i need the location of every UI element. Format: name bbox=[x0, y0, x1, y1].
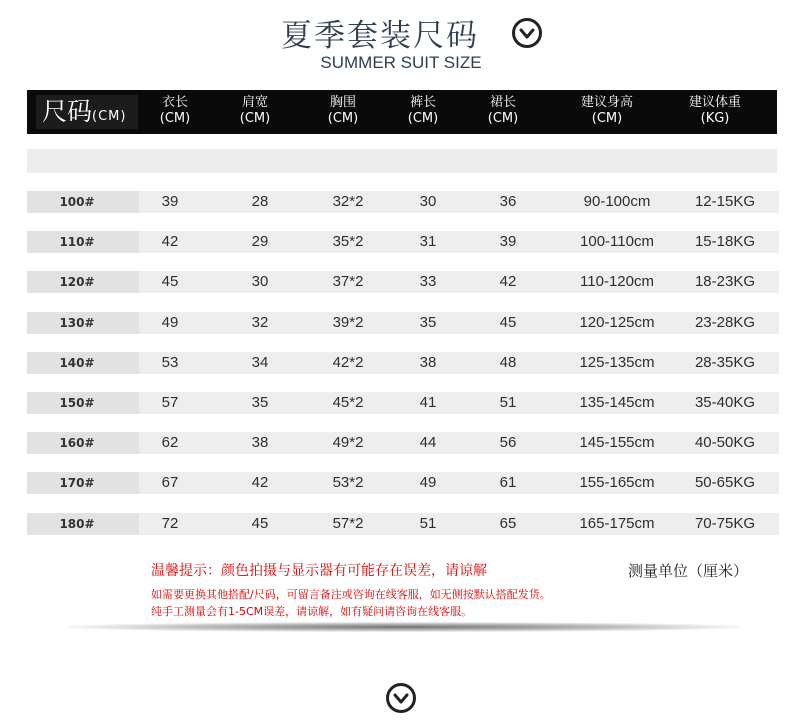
table-cell: 57*2 bbox=[332, 515, 364, 532]
header-unit: (KG) bbox=[700, 111, 730, 126]
table-cell: 35*2 bbox=[332, 233, 364, 250]
table-cell: 120-125cm bbox=[579, 314, 655, 331]
table-row bbox=[27, 271, 779, 293]
table-cell: 42 bbox=[161, 233, 179, 250]
table-cell: 49 bbox=[419, 474, 437, 491]
table-row bbox=[27, 312, 779, 334]
table-cell: 65 bbox=[499, 515, 517, 532]
table-cell: 35-40KG bbox=[694, 394, 756, 411]
table-row bbox=[27, 472, 779, 494]
table-cell: 32 bbox=[251, 314, 269, 331]
table-cell: 72 bbox=[161, 515, 179, 532]
table-cell: 18-23KG bbox=[694, 273, 756, 290]
table-cell: 53 bbox=[161, 354, 179, 371]
table-cell: 45 bbox=[499, 314, 517, 331]
table-row bbox=[27, 352, 779, 374]
table-cell: 35 bbox=[419, 314, 437, 331]
table-row bbox=[27, 432, 779, 454]
table-cell: 34 bbox=[251, 354, 269, 371]
header-skirt-length bbox=[458, 95, 548, 127]
table-spacer-row bbox=[27, 149, 777, 173]
table-cell: 38 bbox=[419, 354, 437, 371]
header-label: 肩宽 bbox=[241, 95, 268, 110]
table-cell: 33 bbox=[419, 273, 437, 290]
size-cell: 180# bbox=[59, 517, 95, 531]
table-cell: 28-35KG bbox=[694, 354, 756, 371]
table-row bbox=[27, 513, 779, 535]
table-cell: 42 bbox=[251, 474, 269, 491]
size-cell: 100# bbox=[59, 195, 95, 209]
header-unit: (CM) bbox=[591, 111, 623, 126]
matching-notice: 如需要更换其他搭配/尺码，可留言备注或咨询在线客服，如无侧按默认搭配发货。 bbox=[151, 588, 551, 601]
divider-shadow bbox=[68, 622, 740, 632]
table-cell: 31 bbox=[419, 233, 437, 250]
header-unit: (CM) bbox=[327, 111, 359, 126]
table-cell: 23-28KG bbox=[694, 314, 756, 331]
size-column-unit: (CM) bbox=[92, 109, 127, 124]
size-cell: 170# bbox=[59, 476, 95, 490]
header-suggested-weight bbox=[670, 95, 760, 127]
header-unit: (CM) bbox=[239, 111, 271, 126]
header-unit: (CM) bbox=[487, 111, 519, 126]
header-label: 裤长 bbox=[409, 95, 436, 110]
table-cell: 48 bbox=[499, 354, 517, 371]
table-cell: 41 bbox=[419, 394, 437, 411]
table-cell: 37*2 bbox=[332, 273, 364, 290]
chevron-down-circle-icon bbox=[512, 18, 542, 48]
size-column-header bbox=[36, 95, 138, 129]
header-chest bbox=[298, 95, 388, 127]
header-unit: (CM) bbox=[159, 111, 191, 126]
table-cell: 15-18KG bbox=[694, 233, 756, 250]
size-cell: 140# bbox=[59, 356, 95, 370]
table-cell: 32*2 bbox=[332, 193, 364, 210]
header-label: 衣长 bbox=[161, 95, 188, 110]
table-cell: 57 bbox=[161, 394, 179, 411]
table-cell: 49 bbox=[161, 314, 179, 331]
table-cell: 67 bbox=[161, 474, 179, 491]
size-cell: 120# bbox=[59, 275, 95, 289]
table-cell: 44 bbox=[419, 434, 437, 451]
table-cell: 39 bbox=[161, 193, 179, 210]
table-row bbox=[27, 392, 779, 414]
table-cell: 90-100cm bbox=[583, 193, 651, 210]
table-cell: 100-110cm bbox=[580, 233, 654, 250]
color-notice: 温馨提示：颜色拍摄与显示器有可能存在误差，请谅解 bbox=[151, 563, 487, 579]
table-cell: 110-120cm bbox=[580, 273, 654, 290]
table-cell: 39*2 bbox=[332, 314, 364, 331]
table-cell: 125-135cm bbox=[579, 354, 655, 371]
table-cell: 42*2 bbox=[332, 354, 364, 371]
error-notice: 纯手工测量会有1-5CM误差，请谅解，如有疑问请咨询在线客服。 bbox=[151, 605, 473, 618]
table-cell: 45*2 bbox=[332, 394, 364, 411]
table-cell: 30 bbox=[251, 273, 269, 290]
table-cell: 45 bbox=[161, 273, 179, 290]
size-cell: 110# bbox=[59, 235, 95, 249]
table-cell: 28 bbox=[251, 193, 269, 210]
size-table-header bbox=[27, 90, 777, 134]
header-length bbox=[130, 95, 220, 127]
size-column-label: 尺码 bbox=[42, 97, 93, 126]
table-cell: 62 bbox=[161, 434, 179, 451]
table-cell: 39 bbox=[499, 233, 517, 250]
table-row bbox=[27, 191, 779, 213]
table-cell: 145-155cm bbox=[579, 434, 655, 451]
header-unit: (CM) bbox=[407, 111, 439, 126]
table-cell: 51 bbox=[499, 394, 517, 411]
table-cell: 40-50KG bbox=[694, 434, 756, 451]
table-cell: 42 bbox=[499, 273, 517, 290]
size-cell: 150# bbox=[59, 396, 95, 410]
table-cell: 61 bbox=[499, 474, 517, 491]
header-label: 裙长 bbox=[489, 95, 516, 110]
table-cell: 29 bbox=[251, 233, 269, 250]
header-pants-length bbox=[378, 95, 468, 127]
table-cell: 155-165cm bbox=[579, 474, 655, 491]
header-label: 胸围 bbox=[329, 95, 356, 110]
table-cell: 36 bbox=[499, 193, 517, 210]
table-row bbox=[27, 231, 779, 253]
page-title: 夏季套装尺码 bbox=[281, 18, 479, 54]
table-cell: 70-75KG bbox=[694, 515, 756, 532]
table-cell: 135-145cm bbox=[579, 394, 655, 411]
table-cell: 50-65KG bbox=[694, 474, 756, 491]
page-subtitle: SUMMER SUIT SIZE bbox=[320, 53, 482, 72]
table-cell: 53*2 bbox=[332, 474, 364, 491]
table-cell: 45 bbox=[251, 515, 269, 532]
chevron-down-circle-icon bbox=[386, 683, 416, 713]
table-cell: 38 bbox=[251, 434, 269, 451]
table-cell: 56 bbox=[499, 434, 517, 451]
size-cell: 160# bbox=[59, 436, 95, 450]
table-cell: 12-15KG bbox=[694, 193, 756, 210]
header-label: 建议身高 bbox=[580, 95, 633, 110]
measurement-unit-note: 测量单位（厘米） bbox=[628, 562, 749, 580]
table-cell: 35 bbox=[251, 394, 269, 411]
size-cell: 130# bbox=[59, 316, 95, 330]
table-cell: 49*2 bbox=[332, 434, 364, 451]
header-shoulder bbox=[210, 95, 300, 127]
table-cell: 30 bbox=[419, 193, 437, 210]
table-cell: 165-175cm bbox=[579, 515, 655, 532]
header-suggested-height bbox=[562, 95, 652, 127]
header-label: 建议体重 bbox=[688, 95, 741, 110]
table-cell: 51 bbox=[419, 515, 437, 532]
